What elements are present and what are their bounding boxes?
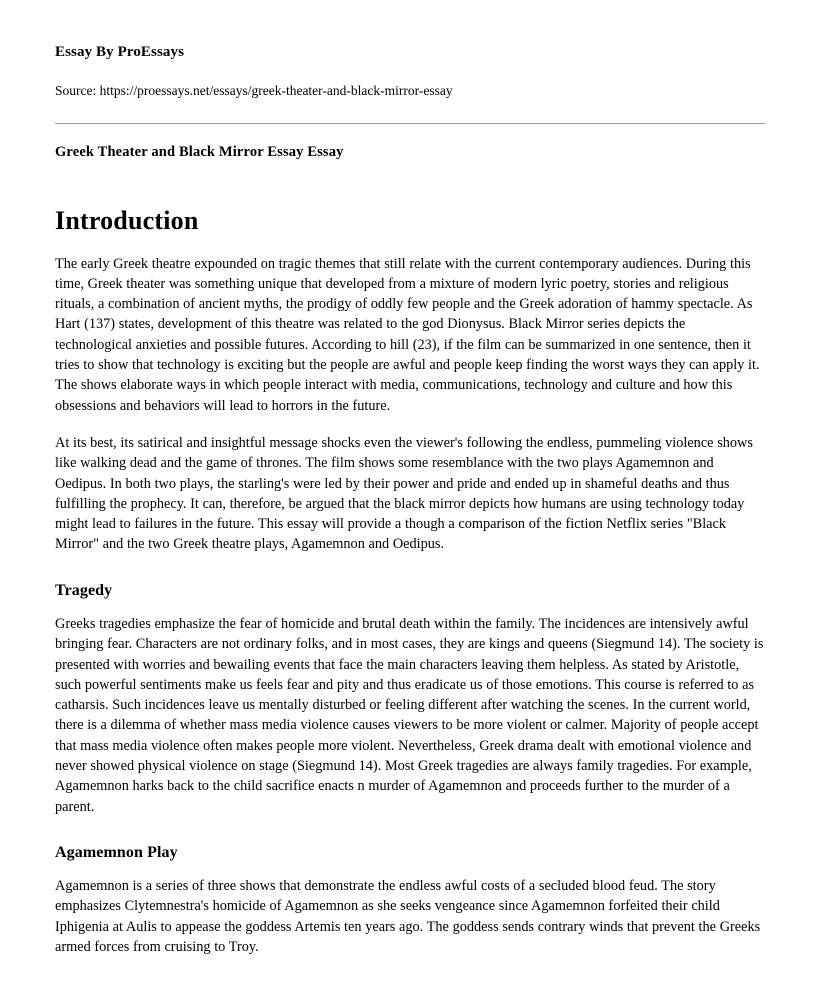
article-body — [55, 207, 765, 957]
paragraph: At its best, its satirical and insightful message shocks even the viewer's following the endless, pummeling violence shows like walking dead and the game of thrones. The film shows some resemblance with the two plays Agamemnon and Oedipus. In both two plays, the starling's were led by their power and pride and ended up in shameful deaths and thus fulfilling the prophecy. It can, therefore, be argued that the black mirror depicts how humans are using technology today might lead to failures in the future. This essay will provide a though a comparison of the fiction Netflix series "Black Mirror" and the two Greek theatre plays, Agamemnon and Oedipus. — [55, 434, 753, 553]
section-heading-tragedy: Tragedy — [55, 581, 113, 599]
paragraph: Agamemnon is a series of three shows that demonstrate the endless awful costs of a secluded blood feud. The story emphasizes Clytemnestra's homicide of Agamemnon as she seeks vengeance since Agamemnon forfeited their child Iphigenia at Aulis to appease the goddess Artemis ten years ago. The goddess sends contrary winds that prevent the Greeks armed forces from cruising to Troy. — [55, 878, 761, 955]
header-divider — [55, 123, 765, 124]
section-heading-agamemnon-play: Agamemnon Play — [55, 843, 178, 861]
document-title: Greek Theater and Black Mirror Essay Essay — [55, 144, 344, 160]
paragraph: Greeks tragedies emphasize the fear of homicide and brutal death within the family. The incidences are intensively awful bringing fear. Characters are not ordinary folks, and in most cases, they are kings and queens (Siegmund 14). The society is presented with worries and bewailing events that face the main characters leaving them helpless. As stated by Aristotle, such powerful sentiments make us feels fear and pity and thus eradicate us of those emotions. This course is referred to as catharsis. Such incidences leave us mentally disturbed or feeling different after watching the scenes. In the current world, there is a dilemma of whether mass media violence causes viewers to be more violent or calmer. Majority of people accept that mass media violence often makes people more violent. Nevertheless, Greek drama dealt with emotional violence and never showed physical violence on stage (Siegmund 14). Most Greek tragedies are always family tragedies. For example, Agamemnon harks back to the child sacrifice enacts n murder of Agamemnon and proceeds further to the murder of a parent. — [55, 615, 764, 815]
source-url-line: Source: https://proessays.net/essays/greek-theater-and-black-mirror-essay — [55, 83, 453, 98]
paragraph: The early Greek theatre expounded on tragic themes that still relate with the current contemporary audiences. During this time, Greek theater was something unique that developed from a mixture of modern lyric poetry, stories and religious rituals, a combination of ancient myths, the prodigy of oddly few people and the Greek adoration of hammy spectacle. As Hart (137) states, development of this theatre was related to the god Dionysus. Black Mirror series depicts the technological anxieties and possible futures. According to hill (23), if the film can be summarized in one sentence, then it tries to show that technology is exciting but the people are awful and people keep finding the worst ways they can apply it. The shows elaborate ways in which people interact with media, communications, technology and culture and how this obsessions and behaviors will lead to horrors in the future. — [55, 255, 760, 414]
section-heading-introduction: Introduction — [55, 206, 199, 235]
site-masthead: Essay By ProEssays — [55, 44, 185, 60]
